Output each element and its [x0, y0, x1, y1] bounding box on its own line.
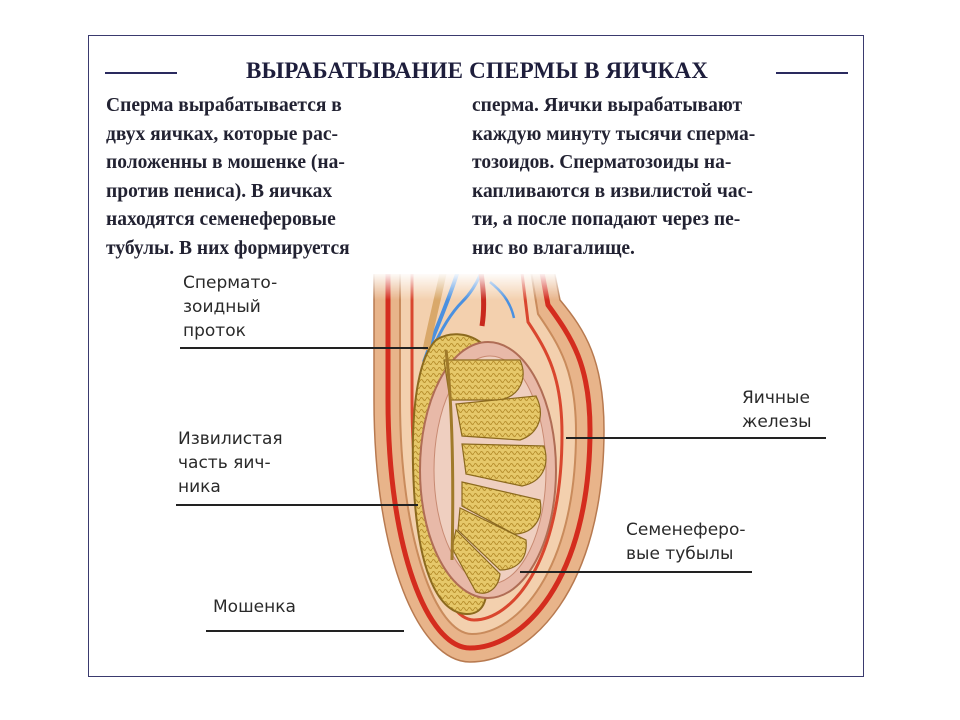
- label-glands: Яичные железы: [742, 388, 812, 432]
- intro-text-right: сперма. Яички вырабатывают каждую минуту тысячи сперма- тозоидов. Сперматозоиды на- капливаются в извилистой час- ти, а после попадают через пе- нис во влагалище.: [472, 95, 756, 259]
- label-sperm-duct: Сперматo- зоидный проток: [183, 273, 278, 341]
- label-seminiferous-tubules: Семенеферо- вые тубылы: [626, 520, 746, 564]
- label-epididymis: Извилистая часть яич- ника: [178, 429, 283, 497]
- intro-text-left: Сперма вырабатывается в двух яичках, которые рас- положенны в мошенке (на- против пениса). В яичках находятся семенеферовые тубулы. В них формируется: [106, 95, 350, 259]
- label-scrotum: Мошенка: [213, 597, 296, 617]
- figure-title: ВЫРАБАТЫВАНИЕ СПЕРМЫ В ЯИЧКАХ: [245, 58, 709, 83]
